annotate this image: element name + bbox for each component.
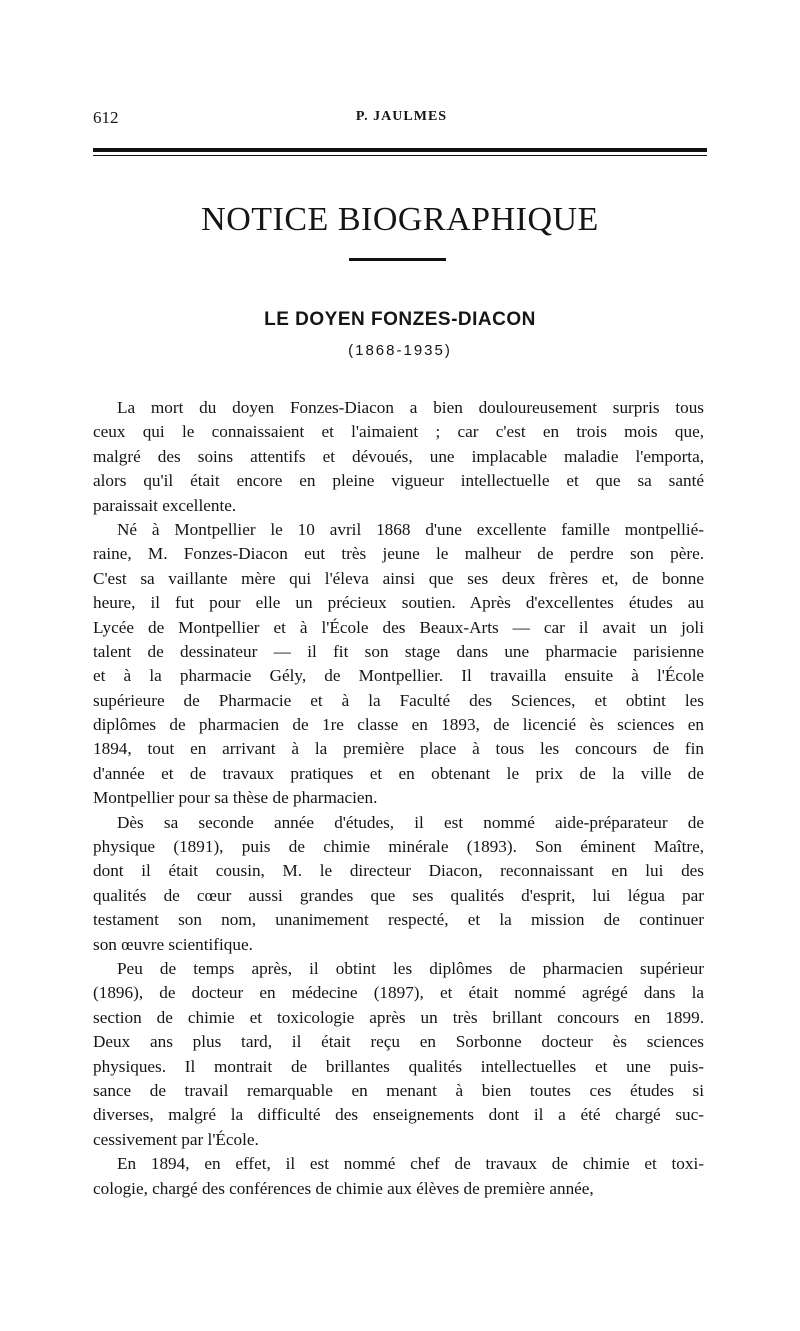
text-line: Peu de temps après, il obtint les diplômes de pharmacien supérieur <box>117 958 704 978</box>
text-line: sance de travail remarquable en menant à bien toutes ces études si <box>93 1080 704 1100</box>
text-line: paraissait excellente. <box>93 495 237 515</box>
header-rule-thick <box>93 148 707 152</box>
text-line: physique (1891), puis de chimie minérale (1893). Son éminent Maître, <box>93 837 704 857</box>
text-line: alors qu'il était encore en pleine vigueur intellectuelle et que sa santé <box>93 471 704 491</box>
header-rule <box>93 148 707 156</box>
page-header <box>93 108 710 132</box>
text-line: talent de dessinateur — il fit son stage dans une pharmacie parisienne <box>93 641 704 661</box>
text-line: (1896), de docteur en médecine (1897), et était nommé agrégé dans la <box>93 983 704 1003</box>
text-line: C'est sa vaillante mère qui l'éleva ainsi que ses deux frères et, de bonne <box>93 568 704 588</box>
page-number: 612 <box>93 108 119 127</box>
text-line: testament son nom, unanimement respecté, et la mission de continuer <box>93 910 704 930</box>
text-line: Montpellier pour sa thèse de pharmacien. <box>93 788 378 808</box>
paragraph <box>93 957 704 1152</box>
paragraph <box>93 396 704 518</box>
header-rule-thin <box>93 155 707 156</box>
text-line: cologie, chargé des conférences de chimie aux élèves de première année, <box>93 1178 594 1198</box>
title-divider <box>349 258 446 261</box>
text-line: dont il était cousin, M. le directeur Diacon, reconnaissant en lui des <box>93 861 704 881</box>
text-line: heure, il fut pour elle un précieux soutien. Après d'excellentes études au <box>93 593 704 613</box>
text-line: malgré des soins attentifs et dévoués, une implacable maladie l'emporta, <box>93 446 704 466</box>
running-head: P. JAULMES <box>355 109 448 124</box>
text-line: Deux ans plus tard, il était reçu en Sorbonne docteur ès sciences <box>93 1032 704 1052</box>
text-line: En 1894, en effet, il est nommé chef de travaux de chimie et toxi- <box>117 1154 704 1174</box>
text-line: son œuvre scientifique. <box>93 934 253 954</box>
text-line: diverses, malgré la difficulté des enseignements dont il a été chargé suc- <box>93 1105 704 1125</box>
text-line: et à la pharmacie Gély, de Montpellier. Il travailla ensuite à l'École <box>93 666 704 686</box>
text-line: ceux qui le connaissaient et l'aimaient ; car c'est en trois mois que, <box>93 422 704 442</box>
text-line: section de chimie et toxicologie après un très brillant concours en 1899. <box>93 1007 704 1027</box>
article-body <box>93 396 704 1201</box>
person-title: LE DOYEN FONZES-DIACON <box>264 309 536 330</box>
text-line: Lycée de Montpellier et à l'École des Beaux-Arts — car il avait un joli <box>93 617 704 637</box>
paragraph <box>93 1152 704 1201</box>
text-line: supérieure de Pharmacie et à la Faculté des Sciences, et obtint les <box>93 690 704 710</box>
text-line: Dès sa seconde année d'études, il est nommé aide-préparateur de <box>117 812 704 832</box>
text-line: Né à Montpellier le 10 avril 1868 d'une excellente famille montpellié- <box>117 519 704 539</box>
text-line: La mort du doyen Fonzes-Diacon a bien douloureusement surpris tous <box>117 398 704 417</box>
text-line: cessivement par l'École. <box>93 1129 259 1149</box>
paragraph <box>93 518 704 811</box>
notice-title: NOTICE BIOGRAPHIQUE <box>201 201 599 238</box>
text-line: 1894, tout en arrivant à la première place à tous les concours de fin <box>93 739 704 759</box>
text-line: raine, M. Fonzes-Diacon eut très jeune le malheur de perdre son père. <box>93 544 704 564</box>
text-line: qualités de cœur aussi grandes que ses qualités d'esprit, lui légua par <box>93 885 704 905</box>
text-line: physiques. Il montrait de brillantes qualités intellectuelles et une puis- <box>93 1056 704 1076</box>
paragraph <box>93 811 704 957</box>
text-line: d'année et de travaux pratiques et en obtenant le prix de la ville de <box>93 763 704 783</box>
life-dates: (1868-1935) <box>348 342 452 359</box>
text-line: diplômes de pharmacien de 1re classe en 1893, de licencié ès sciences en <box>93 715 704 735</box>
